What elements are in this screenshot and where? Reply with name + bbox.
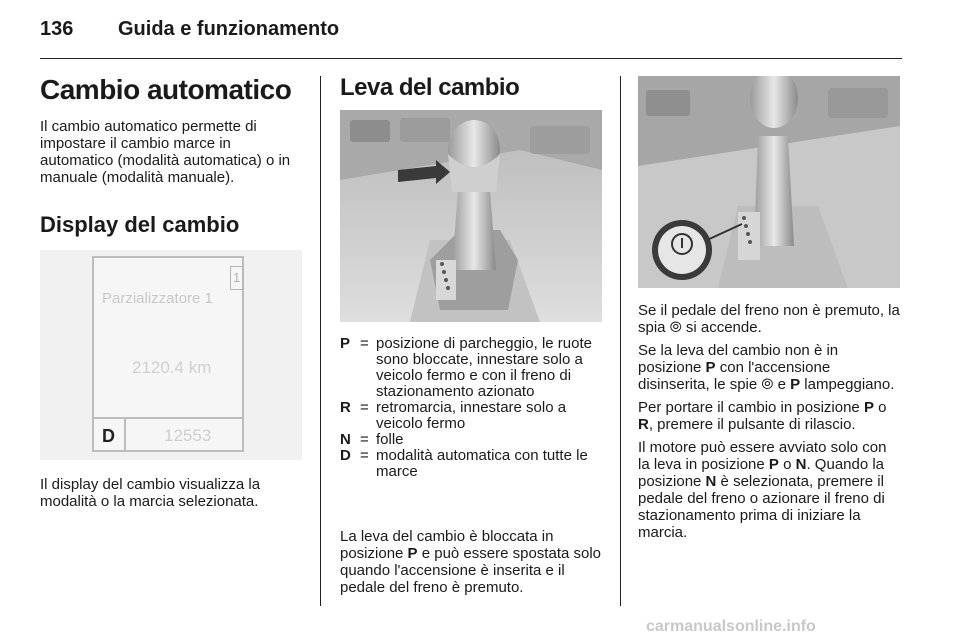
legend-key: R [340, 399, 351, 416]
display-odometer: 2120.4 km [132, 358, 212, 377]
display-heading: Display del cambio [40, 212, 240, 237]
gear-lever-illustration [340, 110, 602, 322]
transmission-display-illustration [40, 250, 302, 460]
legend-key: D [340, 447, 351, 464]
legend-separator: = [360, 431, 369, 448]
blink-warning-paragraph: Se la leva del cambio non è in posizione P con l'accensione disinserita, le spie ⦾ e P lampeggiano. [638, 342, 895, 393]
page-title: Cambio automatico [40, 74, 292, 105]
legend-separator: = [360, 399, 369, 416]
legend-row [340, 432, 602, 448]
legend-row [340, 448, 602, 480]
legend-separator: = [360, 447, 369, 464]
gear-position-legend [340, 336, 602, 480]
section-title: Guida e funzionamento [118, 18, 340, 40]
display-mode-text: Parzializzatore 1 [102, 290, 213, 307]
page-number: 136 [40, 18, 74, 40]
legend-key: N [340, 431, 351, 448]
lever-paragraph: La leva del cambio è bloccata in posizione P e può essere spostata solo quando l'accensione è inserita e il pedale del freno è premuto. [340, 528, 602, 596]
display-gear: D [102, 426, 115, 446]
release-button-illustration [638, 76, 900, 288]
release-button-image [638, 76, 900, 288]
brake-warning-paragraph: Se il pedale del freno non è premuto, la spia ⦾ si accende. [638, 302, 900, 336]
display-counter: 12553 [164, 426, 212, 445]
legend-text: folle [376, 431, 404, 448]
display-frame [92, 256, 244, 452]
legend-text: posizione di parcheggio, le ruote sono bloccate, innestare solo a veicolo fermo e con il freno di stazionamento azionato [376, 335, 592, 400]
legend-row [340, 400, 602, 432]
intro-text: Il cambio automatico permette di impostare il cambio marce in automatico (modalità automatica) o in manuale (modalità manuale). [40, 118, 291, 186]
legend-text: retromarcia, innestare solo a veicolo fermo [376, 399, 567, 432]
brake-warning-icon: ⦾ [669, 319, 682, 336]
watermark: carmanualsonline.info [646, 618, 816, 635]
right-column [638, 302, 902, 541]
column-divider [620, 76, 621, 606]
release-paragraph: Per portare il cambio in posizione P o R, premere il pulsante di rilascio. [638, 399, 887, 433]
display-separator [124, 417, 126, 452]
lever-heading: Leva del cambio [340, 74, 520, 101]
left-column [40, 74, 306, 238]
brake-warning-icon: ⦾ [761, 376, 774, 393]
header-rule [40, 58, 902, 59]
engine-start-paragraph: Il motore può essere avviato solo con la leva in posizione P o N. Quando la posizione N è selezionata, premere il pedale del freno o azionare il freno di stazionamento prima di iniziare la marcia. [638, 439, 887, 541]
column-divider [320, 76, 321, 606]
display-caption: Il display del cambio visualizza la modalità o la marcia selezionata. [40, 476, 261, 510]
legend-text: modalità automatica con tutte le marce [376, 447, 588, 480]
legend-key: P [340, 335, 351, 352]
gear-indicator-digit: 1 [233, 270, 241, 285]
gear-lever-image [340, 110, 602, 322]
legend-separator: = [360, 335, 369, 352]
legend-row [340, 336, 602, 400]
display-separator [92, 417, 244, 419]
